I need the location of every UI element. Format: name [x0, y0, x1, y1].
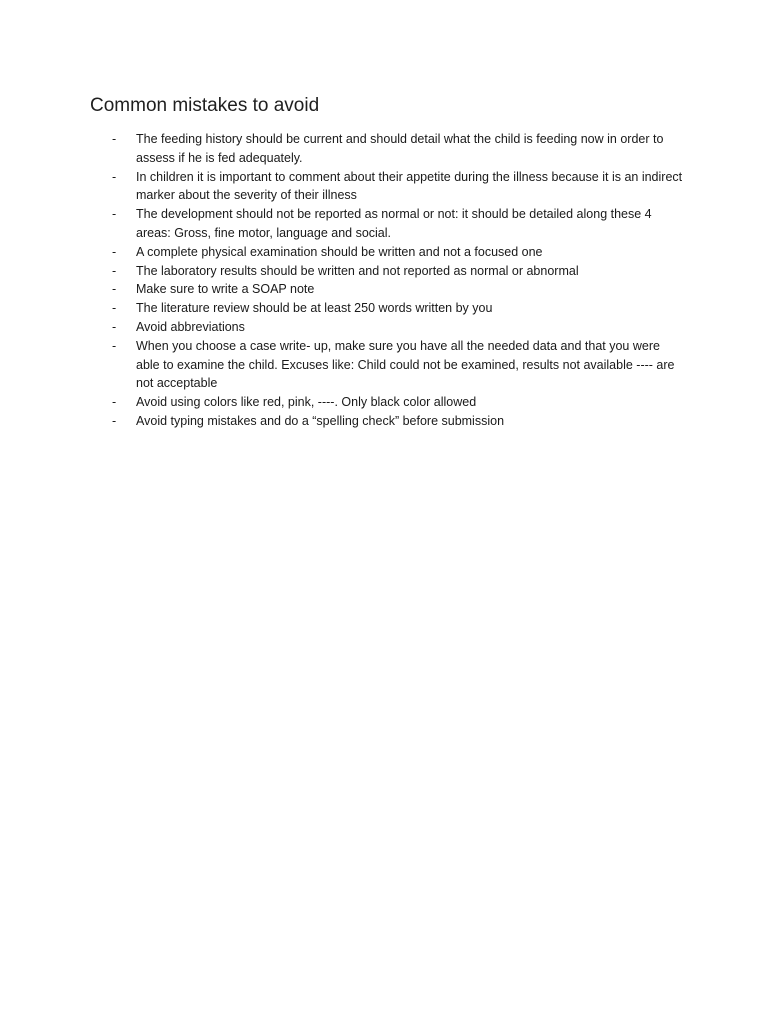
list-item: [112, 318, 687, 337]
mistakes-list: [112, 130, 687, 431]
bullet-dash: -: [112, 263, 117, 278]
list-item: [112, 262, 687, 281]
list-item: [112, 393, 687, 412]
list-item-text: When you choose a case write- up, make sure you have all the needed data and that you were able to examine the child. Excuses like: Child could not be examined, results not available ---- are not acceptable: [136, 338, 675, 391]
list-item-text: In children it is important to comment about their appetite during the illness because it is an indirect marker about the severity of their illness: [136, 169, 683, 203]
list-item: [112, 130, 687, 168]
list-item-text: Avoid abbreviations: [136, 319, 245, 334]
list-item-text: Make sure to write a SOAP note: [136, 282, 315, 297]
list-item: [112, 243, 687, 262]
bullet-dash: -: [112, 169, 117, 184]
list-item: [112, 337, 687, 393]
list-item-text: A complete physical examination should be written and not a focused one: [136, 244, 543, 259]
list-item-text: The development should not be reported as normal or not: it should be detailed along these 4 areas: Gross, fine motor, language and social.: [136, 207, 652, 240]
list-item-text: Avoid using colors like red, pink, ----. Only black color allowed: [136, 395, 477, 410]
bullet-dash: -: [112, 207, 117, 222]
list-item-text: The literature review should be at least 250 words written by you: [136, 301, 493, 316]
list-item-text: The laboratory results should be written and not reported as normal or abnormal: [136, 263, 579, 278]
bullet-dash: -: [112, 413, 117, 428]
list-item: [112, 412, 687, 431]
list-item: [112, 299, 687, 318]
bullet-dash: -: [112, 244, 117, 259]
list-item: [112, 205, 687, 243]
list-item-text: The feeding history should be current and should detail what the child is feeding now in order to assess if he is fed adequately.: [136, 132, 664, 165]
list-item-text: Avoid typing mistakes and do a “spelling check” before submission: [136, 413, 505, 428]
bullet-dash: -: [112, 132, 117, 146]
bullet-dash: -: [112, 319, 117, 334]
list-item: [112, 168, 687, 206]
document-title: Common mistakes to avoid: [90, 95, 320, 116]
bullet-dash: -: [112, 301, 117, 316]
bullet-dash: -: [112, 282, 117, 297]
list-item: [112, 280, 687, 299]
bullet-dash: -: [112, 395, 117, 410]
bullet-dash: -: [112, 338, 117, 353]
